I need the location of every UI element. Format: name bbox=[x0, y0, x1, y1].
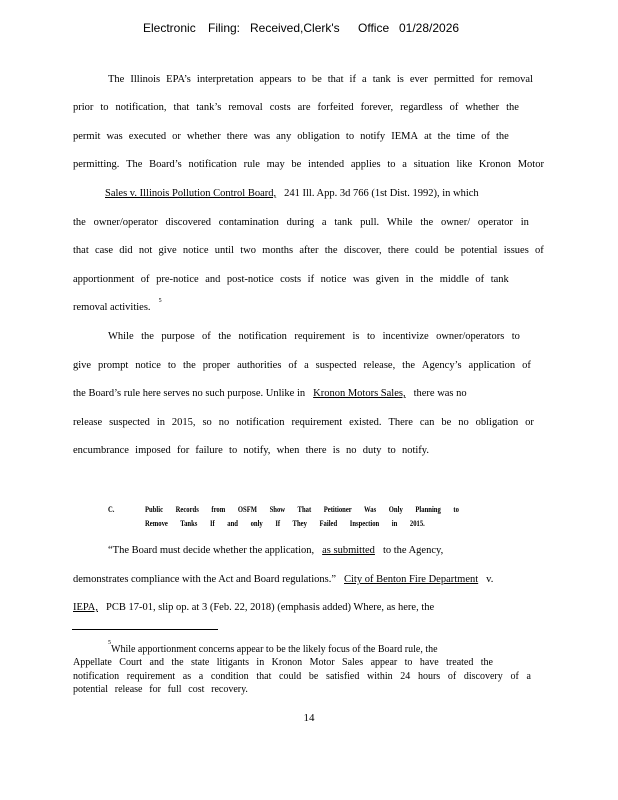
section-c-heading-line-2: Remove Tanks If and only If They Failed Inspection in 2015. bbox=[145, 518, 425, 528]
p2-line-3: the Board’s rule here serves no such purpose. Unlike in Kronon Motors Sales, there was no bbox=[73, 388, 467, 399]
footnote-mark: 5 bbox=[108, 640, 111, 646]
header-received: Received,Clerk's bbox=[250, 21, 340, 35]
footnote-line-3: notification requirement as a condition that could be satisfied within 24 hours of discovery of a bbox=[73, 671, 531, 682]
p1-line-6: the owner/operator discovered contamination during a tank pull. While the owner/ operator in bbox=[73, 217, 529, 228]
page-number: 14 bbox=[303, 712, 315, 724]
p1-line-7: that case did not give notice until two months after the discover, there could be potential issues of bbox=[73, 245, 544, 256]
p2-line-5: encumbrance imposed for failure to notify, when there is no duty to notify. bbox=[73, 445, 429, 456]
p1-line-5: Sales v. Illinois Pollution Control Board, 241 Ill. App. 3d 766 (1st Dist. 1992), in which bbox=[73, 187, 528, 201]
efiling-header bbox=[0, 20, 618, 36]
case-iepa: IEPA, bbox=[73, 602, 98, 613]
p1-line-3: permit was executed or whether there was any obligation to notify IEMA at the time of the bbox=[73, 131, 509, 142]
p1-line-8: apportionment of pre-notice and post-notice costs if notice was given in the middle of tank bbox=[73, 274, 509, 285]
p3-line-2: demonstrates compliance with the Act and Board regulations.” City of Benton Fire Department v. bbox=[73, 574, 494, 585]
footnote-divider bbox=[72, 629, 218, 630]
p1-line-2: prior to notification, that tank’s removal costs are forfeited forever, regardless of whether the bbox=[73, 102, 519, 113]
section-c-label: C. bbox=[108, 504, 115, 514]
p1-line-1: The Illinois EPA’s interpretation appears to be that if a tank is ever permitted for removal bbox=[108, 74, 533, 85]
case-city-of-benton: City of Benton Fire Department bbox=[344, 574, 479, 585]
footnote-line-4: potential release for full cost recovery. bbox=[73, 684, 248, 695]
p1-line-4: permitting. The Board’s notification rule may be intended applies to a situation like Kronon Motor bbox=[73, 159, 544, 170]
p2-line-4: release suspected in 2015, so no notification requirement existed. There can be no obligation or bbox=[73, 417, 534, 428]
footnote-line-2: Appellate Court and the state litigants in Kronon Motor Sales appear to have treated the bbox=[73, 657, 493, 668]
p1-line-9: removal activities. 5 bbox=[73, 298, 162, 313]
footnote-line-1: 5 While apportionment concerns appear to be the likely focus of the Board rule, the bbox=[108, 640, 438, 655]
p2-line-2: give prompt notice to the proper authorities of a suspected release, the Agency’s application of bbox=[73, 360, 531, 371]
p2-line-1: While the purpose of the notification requirement is to incentivize owner/operators to bbox=[108, 331, 520, 342]
p3-line-1: “The Board must decide whether the application, as submitted to the Agency, bbox=[108, 545, 444, 556]
header-electronic: Electronic bbox=[143, 21, 196, 35]
case-kronon-motors-sales: Kronon Motors Sales, bbox=[313, 388, 406, 399]
header-office: Office bbox=[358, 21, 390, 35]
header-filing: Filing: bbox=[208, 21, 241, 35]
case-kronon-motor-sales: Sales v. Illinois Pollution Control Board, bbox=[105, 188, 277, 199]
header-date: 01/28/2026 bbox=[399, 21, 460, 35]
p3-line-3: IEPA, PCB 17-01, slip op. at 3 (Feb. 22, 2018) (emphasis added) Where, as here, the bbox=[73, 602, 435, 613]
footnote-ref: 5 bbox=[158, 298, 162, 304]
emphasis-as-submitted: as submitted bbox=[322, 545, 375, 556]
section-c-heading-line-1: Public Records from OSFM Show That Petitioner Was Only Planning to bbox=[145, 504, 459, 514]
